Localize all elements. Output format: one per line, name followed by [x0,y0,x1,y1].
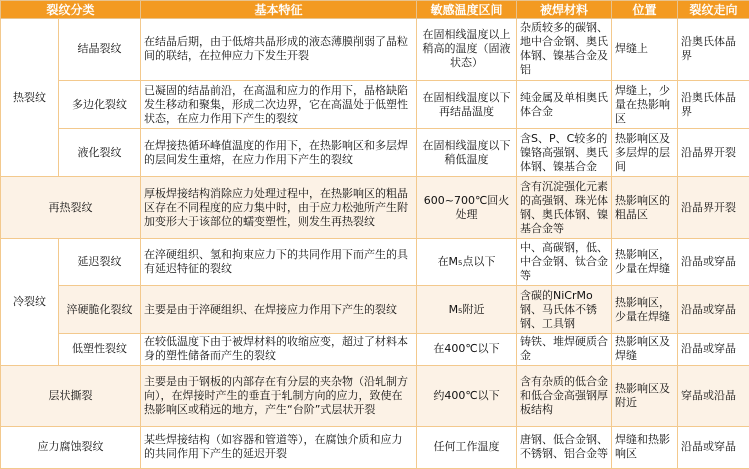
subcategory-cell: 淬硬脆化裂纹 [59,286,141,333]
feature-cell: 某些焊接结构（如容器和管道等），在腐蚀介质和应力的共同作用下产生的延迟开裂 [141,426,417,468]
position-cell: 热影响区，少量在焊缝 [612,286,678,333]
feature-cell: 主要是由于钢板的内部存在有分层的夹杂物（沿轧制方向），在焊接时产生的垂直于轧制方向的应力，致使在热影响区或稍远的地方，产生“台阶”式层状开裂 [141,366,417,427]
position-cell: 热影响区的粗晶区 [612,177,678,239]
table-row [1,80,749,128]
direction-cell: 沿晶界开裂 [678,177,749,239]
category-cell: 冷裂纹 [1,239,59,366]
direction-cell: 沿奥氏体晶界 [678,19,749,81]
temp-cell: 任何工作温度 [417,426,517,468]
subcategory-cell: 低塑性裂纹 [59,333,141,366]
header-temp: 敏感温度区间 [417,1,517,19]
temp-cell: 在固相线温度以下再结晶温度 [417,80,517,128]
material-cell: 纯金属及单相奥氏体合金 [517,80,612,128]
temp-cell: M₅附近 [417,286,517,333]
table-row [1,129,749,177]
temp-cell: 在固相线温度以下稍低温度 [417,129,517,177]
table-row [1,333,749,366]
feature-cell: 主要是由于淬硬组织、在焊接应力作用下产生的裂纹 [141,286,417,333]
material-cell: 含有杂质的低合金和低合金高强钢厚板结构 [517,366,612,427]
table-row [1,286,749,333]
direction-cell: 沿晶或穿晶 [678,239,749,286]
table-row [1,177,749,239]
position-cell: 焊缝上，少量在热影响区 [612,80,678,128]
direction-cell: 沿晶界开裂 [678,129,749,177]
table-row [1,366,749,427]
table-row [1,426,749,468]
header-row [1,1,749,19]
feature-cell: 在结晶后期，由于低熔共晶形成的液态薄膜削弱了晶粒间的联结，在拉伸应力下发生开裂 [141,19,417,81]
material-cell: 杂质较多的碳钢、地中合金钢、奥氏体钢、镍基合金及铝 [517,19,612,81]
material-cell: 含碳的NiCrMo钢、马氏体不锈钢、工具钢 [517,286,612,333]
temp-cell: 约400℃以下 [417,366,517,427]
header-category: 裂纹分类 [1,1,141,19]
temp-cell: 在M₅点以下 [417,239,517,286]
direction-cell: 沿晶或穿晶 [678,426,749,468]
category-cell: 再热裂纹 [1,177,141,239]
temp-cell: 在400℃以下 [417,333,517,366]
direction-cell: 沿晶或穿晶 [678,333,749,366]
material-cell: 含有沉淀强化元素的高强钢、珠光体钢、奥氏体钢、镍基合金等 [517,177,612,239]
feature-cell: 在焊接热循环峰值温度的作用下，在热影响区和多层焊的层间发生重熔，在应力作用下产生的裂纹 [141,129,417,177]
subcategory-cell: 多边化裂纹 [59,80,141,128]
table-row [1,239,749,286]
position-cell: 热影响区及焊缝 [612,333,678,366]
header-feature: 基本特征 [141,1,417,19]
position-cell: 热影响区及附近 [612,366,678,427]
position-cell: 热影响区，少量在焊缝 [612,239,678,286]
subcategory-cell: 结晶裂纹 [59,19,141,81]
position-cell: 焊缝上 [612,19,678,81]
header-direction: 裂纹走向 [678,1,749,19]
direction-cell: 沿晶或穿晶 [678,286,749,333]
position-cell: 焊缝和热影响区 [612,426,678,468]
table-row [1,19,749,81]
material-cell: 铸铁、堆焊硬质合金 [517,333,612,366]
material-cell: 中、高碳钢，低、中合金钢、钛合金等 [517,239,612,286]
subcategory-cell: 延迟裂纹 [59,239,141,286]
category-cell: 层状撕裂 [1,366,141,427]
feature-cell: 在较低温度下由于被焊材料的收缩应变，超过了材料本身的塑性储备而产生的裂纹 [141,333,417,366]
temp-cell: 在固相线温度以上稍高的温度（固液状态） [417,19,517,81]
header-position: 位置 [612,1,678,19]
feature-cell: 在淬硬组织、氢和拘束应力下的共同作用下而产生的具有延迟特征的裂纹 [141,239,417,286]
category-cell: 应力腐蚀裂纹 [1,426,141,468]
position-cell: 热影响区及多层焊的层间 [612,129,678,177]
feature-cell: 厚板焊接结构消除应力处理过程中，在热影响区的粗晶区存在不同程度的应力集中时，由于应力松弛所产生附加变形大于该部位的蠕变塑性，则发生再热裂纹 [141,177,417,239]
feature-cell: 已凝固的结晶前沿，在高温和应力的作用下，晶格缺陷发生移动和聚集，形成二次边界，它在高温处于低塑性状态，在应力作用下产生的裂纹 [141,80,417,128]
material-cell: 唐钢、低合金钢、不锈钢、铝合金等 [517,426,612,468]
category-cell: 热裂纹 [1,19,59,177]
temp-cell: 600~700℃回火处理 [417,177,517,239]
direction-cell: 沿奥氏体晶界 [678,80,749,128]
material-cell: 含S、P、C较多的镍铬高强钢、奥氏体钢、镍基合金 [517,129,612,177]
header-material: 被焊材料 [517,1,612,19]
direction-cell: 穿晶或沿晶 [678,366,749,427]
subcategory-cell: 液化裂纹 [59,129,141,177]
